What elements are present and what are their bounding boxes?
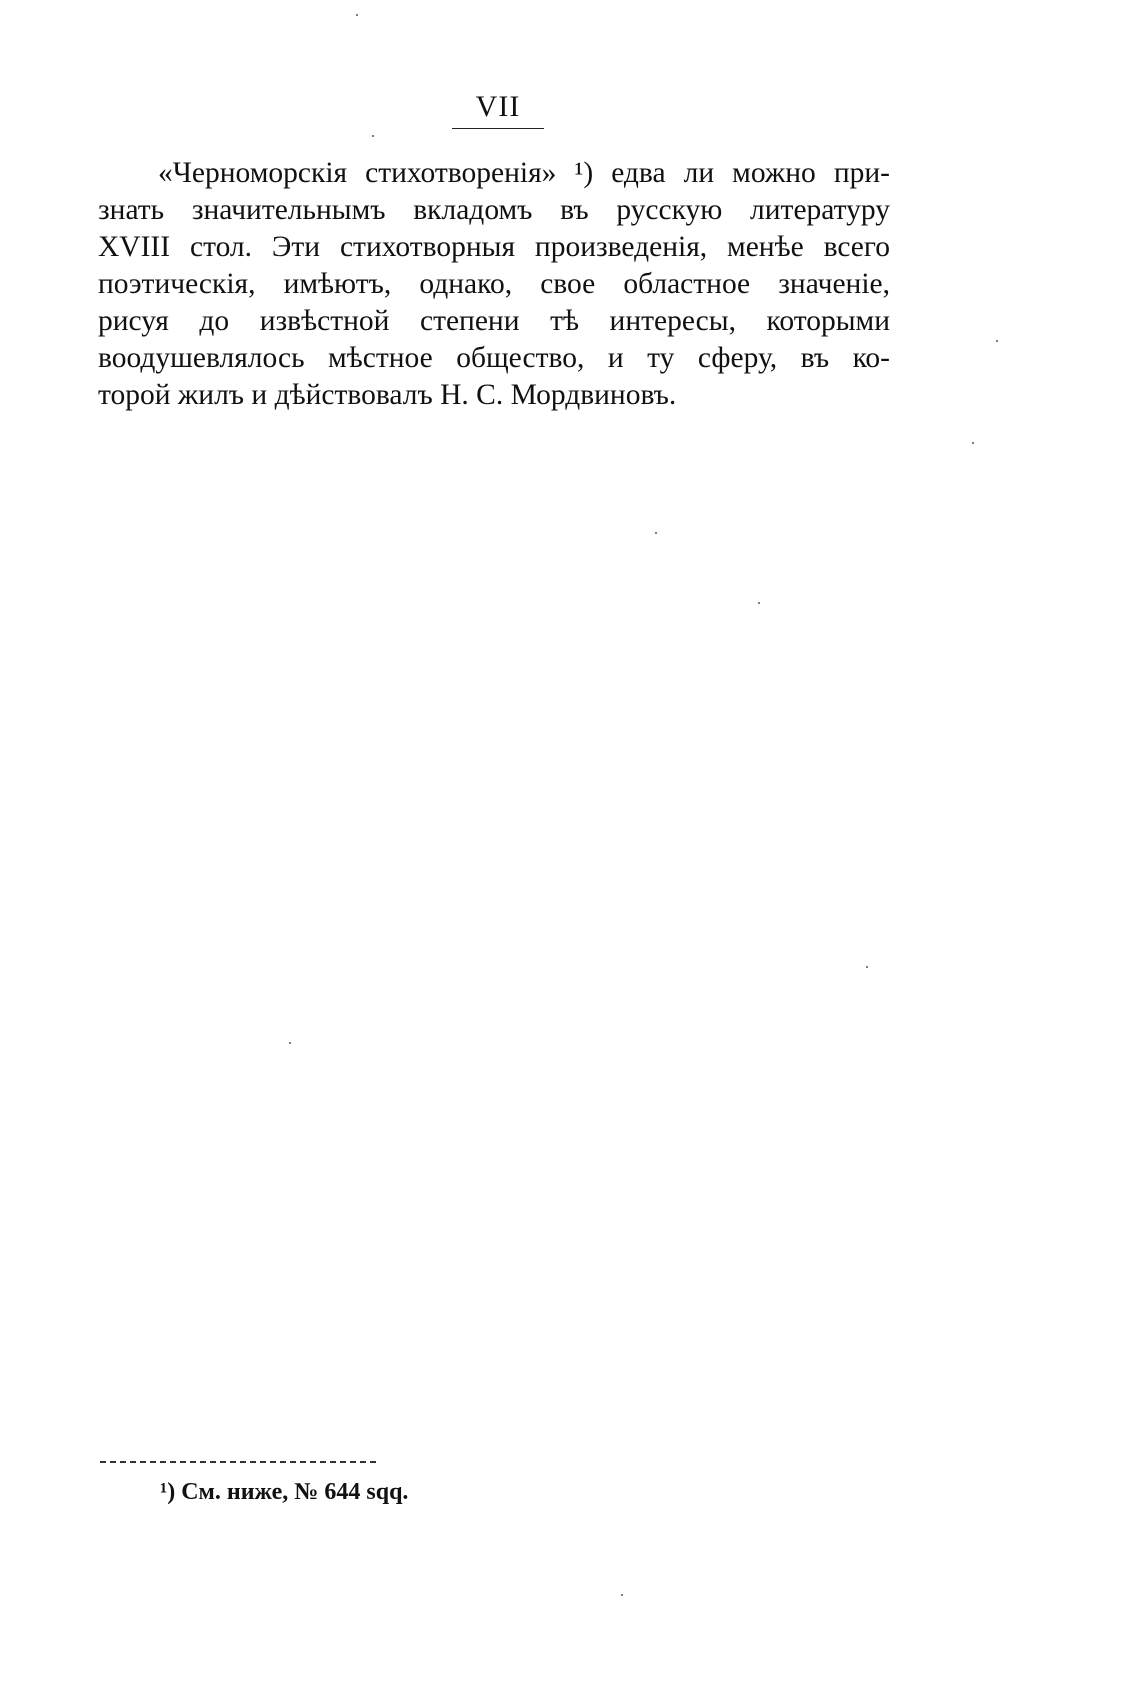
paragraph-line: рисуя до извѣстной степени тѣ интересы, которыми <box>98 305 890 337</box>
scan-speck <box>972 442 974 444</box>
page-number: VII <box>475 90 521 123</box>
scan-speck <box>356 14 358 16</box>
scan-speck <box>996 340 998 342</box>
footnote-separator <box>100 1461 376 1463</box>
scan-speck <box>372 135 374 137</box>
footnote: ¹) См. ниже, № 644 sqq. <box>160 1479 409 1505</box>
paragraph-line: «Черноморскія стихотворенія» ¹) едва ли можно при- <box>158 157 890 189</box>
scan-speck <box>758 602 760 604</box>
paragraph-line: XVIII стол. Эти стихотворныя произведенія, менѣе всего <box>98 231 890 263</box>
paragraph-line: поэтическія, имѣютъ, однако, свое областное значеніе, <box>98 268 890 300</box>
page-number-underline <box>452 128 544 129</box>
paragraph-line: знать значительнымъ вкладомъ въ русскую литературу <box>98 194 890 226</box>
scan-speck <box>289 1042 291 1044</box>
body-paragraph <box>98 155 890 414</box>
scan-speck <box>621 1594 623 1596</box>
scan-speck <box>866 966 868 968</box>
paragraph-line: торой жилъ и дѣйствовалъ Н. С. Мордвиновъ. <box>98 379 677 411</box>
scan-speck <box>655 532 657 534</box>
paragraph-line: воодушевлялось мѣстное общество, и ту сферу, въ ко- <box>98 342 890 374</box>
